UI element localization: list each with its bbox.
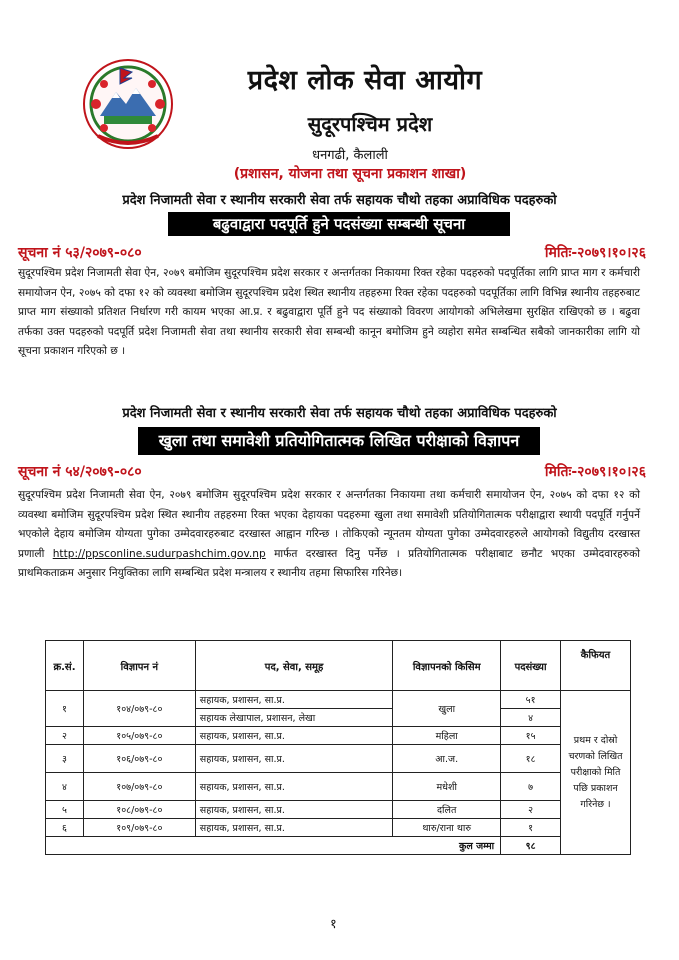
cell-post: सहायक, प्रशासन, सा.प्र. [195, 745, 393, 773]
cell-post: सहायक, प्रशासन, सा.प्र. [195, 691, 393, 709]
section1-notice-row [18, 243, 646, 262]
col-header-post: पद, सेवा, समूह [195, 641, 393, 691]
section2-text-after-link: मार्फत दरखास्त दिनु पर्नेछ । प्रतियोगितात्मक परीक्षाबाट छनौट भएका उम्मेदवारहरुको प्राथमिकताक्रम अनुसार नियुक्तिका लागि सम्बन्धित प्रदेश मन्त्रालय र स्थानीय तहमा सिफारिस गरिनेछ। [18, 547, 641, 579]
cell-count: १८ [501, 745, 561, 773]
col-header-remarks: कैफियत [561, 641, 631, 691]
section2-date: मितिः-२०७९।१०।२६ [544, 464, 646, 480]
cell-remarks: प्रथम र दोस्रो चरणको लिखित परीक्षाको मिति पछि प्रकाशन गरिनेछ । [561, 691, 631, 855]
section1-heading: प्रदेश निजामती सेवा र स्थानीय सरकारी सेवा तर्फ सहायक चौथो तहका अप्राविधिक पदहरुको [122, 193, 557, 208]
vacancy-table [45, 640, 631, 855]
total-value: ९८ [501, 837, 561, 855]
section2-text-before-link: सुदूरपश्चिम प्रदेश निजामती सेवा ऐन, २०७९ बमोजिम सुदूरपश्चिम प्रदेश सरकार र अन्तर्गतका निकायमा तथा कर्मचारी समायोजन ऐन, २०७५ को दफा १२ को व्यवस्था बमोजिम सुदूरपश्चिम प्रदेश स्थित स्थानीय तहहरुमा रिक्त भएका देहायका पदहरुमा खुला तथा समावेशी प्रतियोगितात्मक परीक्षाद्वारा स्थायी पदपूर्ति गर्नुपर्ने भएकोले देहाय बमोजिम योग्यता पुगेका उम्मेदवारहरुबाट दरखास्त आह्वान गरिन्छ । तोकिएको न्यूनतम योग्यता पुगेका उम्मेदवारहरुले आयोगको विद्युतीय दरखास्त प्रणाली [18, 489, 640, 560]
table-total-row [46, 837, 631, 855]
cell-count: १५ [501, 727, 561, 745]
section2-notice-row [18, 462, 646, 481]
total-label: कुल जम्मा [46, 837, 501, 855]
col-header-adv-no: विज्ञापन नं [83, 641, 195, 691]
cell-type: महिला [393, 727, 501, 745]
cell-sn: ६ [46, 819, 84, 837]
table-row [46, 727, 631, 745]
province-emblem-icon [82, 58, 174, 150]
page-number: १ [330, 917, 337, 932]
section1-date: मितिः-२०७९।१०।२६ [544, 245, 646, 261]
cell-sn: १ [46, 691, 84, 727]
cell-count: ४ [501, 709, 561, 727]
cell-post: सहायक लेखापाल, प्रशासन, लेखा [195, 709, 393, 727]
table-row [46, 745, 631, 773]
cell-post: सहायक, प्रशासन, सा.प्र. [195, 819, 393, 837]
section2-notice-number: सूचना नं ५४/२०७९-०८० [18, 464, 142, 480]
cell-type: आ.ज. [393, 745, 501, 773]
cell-sn: ३ [46, 745, 84, 773]
cell-adv-no: १०४/०७९-८० [83, 691, 195, 727]
cell-count: ७ [501, 773, 561, 801]
cell-post: सहायक, प्रशासन, सा.प्र. [195, 801, 393, 819]
online-application-link[interactable]: http://ppsconline.sudurpashchim.gov.np [52, 547, 266, 560]
province-name: सुदूरपश्चिम प्रदेश [307, 112, 433, 136]
cell-adv-no: १०५/०७९-८० [83, 727, 195, 745]
table-row [46, 773, 631, 801]
branch-name: (प्रशासन, योजना तथा सूचना प्रकाशन शाखा) [233, 166, 467, 182]
table-row [46, 801, 631, 819]
col-header-type: विज्ञापनको किसिम [393, 641, 501, 691]
document-header [0, 0, 679, 185]
section1-banner: बढुवाद्वारा पदपूर्ति हुने पदसंख्या सम्बन्धी सूचना [168, 212, 510, 236]
cell-post: सहायक, प्रशासन, सा.प्र. [195, 727, 393, 745]
cell-type: थारु/राना थारु [393, 819, 501, 837]
section1-notice-number: सूचना नं ५३/२०७९-०८० [18, 245, 142, 261]
city-name: धनगढी, कैलाली [312, 148, 388, 163]
cell-post: सहायक, प्रशासन, सा.प्र. [195, 773, 393, 801]
section2-paragraph [18, 486, 640, 584]
cell-sn: ४ [46, 773, 84, 801]
table-row [46, 691, 631, 709]
cell-count: १ [501, 819, 561, 837]
cell-adv-no: १०८/०७९-८० [83, 801, 195, 819]
section2-heading: प्रदेश निजामती सेवा र स्थानीय सरकारी सेवा तर्फ सहायक चौथो तहका अप्राविधिक पदहरुको [122, 406, 557, 421]
section2-banner: खुला तथा समावेशी प्रतियोगितात्मक लिखित परीक्षाको विज्ञापन [138, 427, 540, 455]
col-header-count: पदसंख्या [501, 641, 561, 691]
cell-count: ५१ [501, 691, 561, 709]
cell-type: खुला [393, 691, 501, 727]
cell-adv-no: १०९/०७९-८० [83, 819, 195, 837]
table-header-row [46, 641, 631, 691]
col-header-sn: क्र.सं. [46, 641, 84, 691]
table-row [46, 819, 631, 837]
cell-sn: २ [46, 727, 84, 745]
cell-count: २ [501, 801, 561, 819]
section1-paragraph: सुदूरपश्चिम प्रदेश निजामती सेवा ऐन, २०७९ बमोजिम सुदूरपश्चिम प्रदेश सरकार र अन्तर्गतका निकायमा रिक्त रहेका पदहरुको पदपूर्तिका लागि प्राप्त माग र कर्मचारी समायोजन ऐन, २०७५ को दफा १२ को व्यवस्था बमोजिम सुदूरपश्चिम प्रदेश स्थित स्थानीय तहहरुमा रिक्त रहेका पदहरुको पदपूर्तिका लागि विभिन्न स्थानीय तहहरुबाट प्राप्त माग संख्याको प्रतिशत निर्धारण गरी कायम भएका आ.प्र. र बढुवाद्वारा पूर्ति हुने पद संख्याको विवरण आयोगको अभिलेखमा सुरक्षित राखिएको छ । बढुवा तर्फका उक्त पदहरुको पदपूर्ति प्रदेश निजामती सेवा तथा स्थानीय सरकारी सेवा सम्बन्धी कानून बमोजिम हुने व्यहोरा समेत सम्बन्धित सबैको जानकारीका लागि यो सूचना प्रकाशन गरिएको छ । [18, 267, 640, 357]
cell-type: मधेशी [393, 773, 501, 801]
org-name: प्रदेश लोक सेवा आयोग [247, 65, 483, 96]
cell-adv-no: १०७/०७९-८० [83, 773, 195, 801]
cell-adv-no: १०६/०७९-८० [83, 745, 195, 773]
cell-sn: ५ [46, 801, 84, 819]
cell-type: दलित [393, 801, 501, 819]
